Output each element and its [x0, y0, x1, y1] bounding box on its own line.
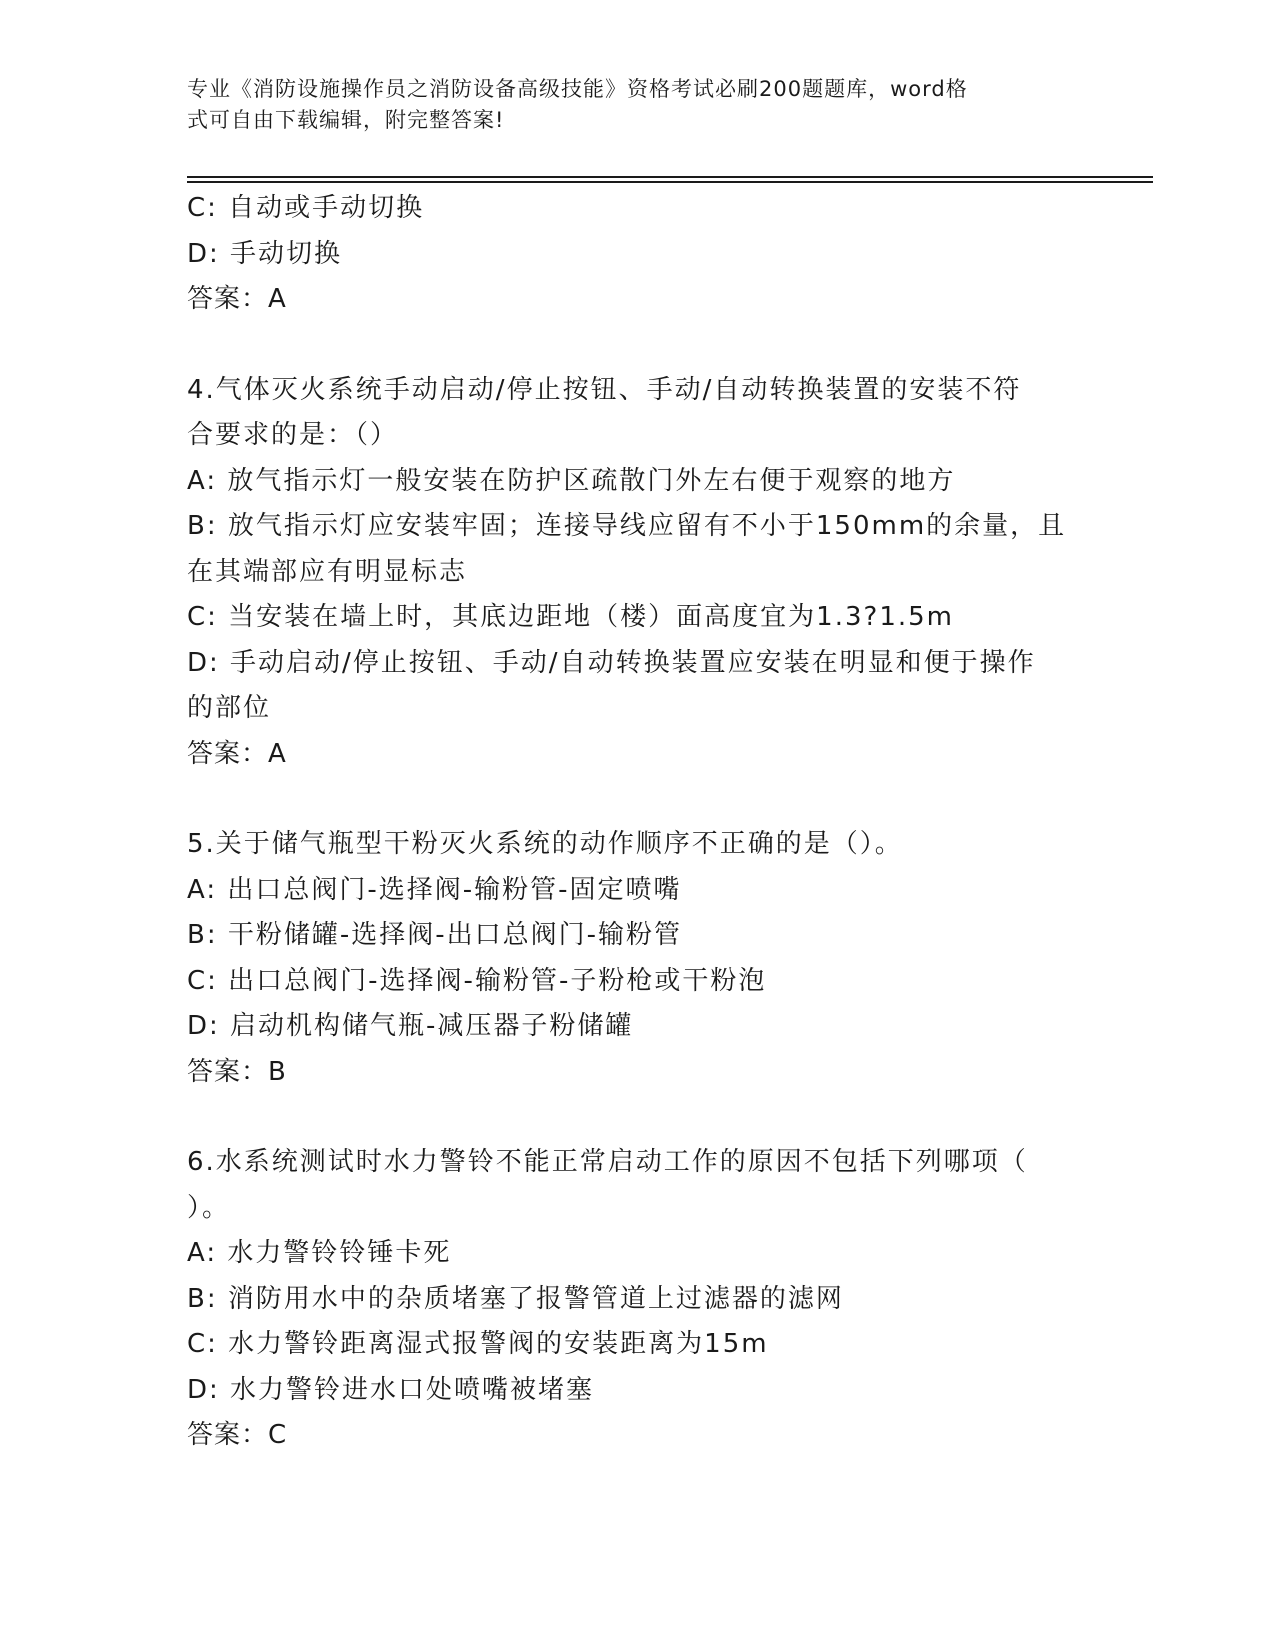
question-stem: 6.水系统测试时水力警铃不能正常启动工作的原因不包括下列哪项（	[187, 1147, 1028, 1177]
option-a: A: 出口总阀门-选择阀-输粉管-固定喷嘴	[187, 874, 682, 905]
question-3-continued	[187, 186, 1087, 323]
question-stem: 5.关于储气瓶型干粉灭火系统的动作顺序不正确的是（）。	[187, 829, 903, 859]
option-b: B: 消防用水中的杂质堵塞了报警管道上过滤器的滤网	[187, 1283, 844, 1314]
question-stem: 4.气体灭火系统手动启动/停止按钮、手动/自动转换装置的安装不符	[187, 374, 1022, 405]
answer-line: 答案：A	[187, 738, 287, 769]
answer-line: 答案：A	[187, 284, 287, 314]
option-d: D: 手动启动/停止按钮、手动/自动转换装置应安装在明显和便于操作	[187, 647, 1036, 678]
document-header	[187, 74, 1067, 136]
header-divider-top	[187, 176, 1153, 178]
header-divider-bottom	[187, 181, 1153, 183]
answer-line: 答案：B	[187, 1056, 287, 1087]
option-b: B: 干粉储罐-选择阀-出口总阀门-输粉管	[187, 920, 683, 950]
header-line-2: 式可自由下载编辑，附完整答案!	[187, 108, 505, 132]
option-c: C: 水力警铃距离湿式报警阀的安装距离为15m	[187, 1329, 769, 1359]
answer-line: 答案：C	[187, 1420, 288, 1450]
option-d: D: 启动机构储气瓶-减压器子粉储罐	[187, 1011, 634, 1041]
option-b-continued: 在其端部应有明显标志	[187, 556, 468, 587]
option-c: C: 自动或手动切换	[187, 193, 425, 223]
option-c: C: 出口总阀门-选择阀-输粉管-子粉枪或干粉泡	[187, 965, 767, 996]
option-a: A: 水力警铃铃锤卡死	[187, 1238, 452, 1268]
option-d-continued: 的部位	[187, 693, 272, 723]
option-d: D: 手动切换	[187, 238, 343, 269]
option-a: A: 放气指示灯一般安装在防护区疏散门外左右便于观察的地方	[187, 465, 956, 496]
question-stem: 合要求的是：（）	[187, 420, 399, 450]
option-c: C: 当安装在墙上时，其底边距地（楼）面高度宜为1.3?1.5m	[187, 602, 955, 632]
question-5	[187, 822, 1087, 1095]
option-b: B: 放气指示灯应安装牢固；连接导线应留有不小于150mm的余量，且	[187, 511, 1067, 541]
question-content	[187, 186, 1087, 1459]
question-stem: ）。	[187, 1192, 231, 1223]
header-line-1: 专业《消防设施操作员之消防设备高级技能》资格考试必刷200题题库，word格	[187, 77, 968, 101]
option-d: D: 水力警铃进水口处喷嘴被堵塞	[187, 1374, 595, 1405]
question-4	[187, 368, 1087, 778]
question-6	[187, 1140, 1087, 1459]
